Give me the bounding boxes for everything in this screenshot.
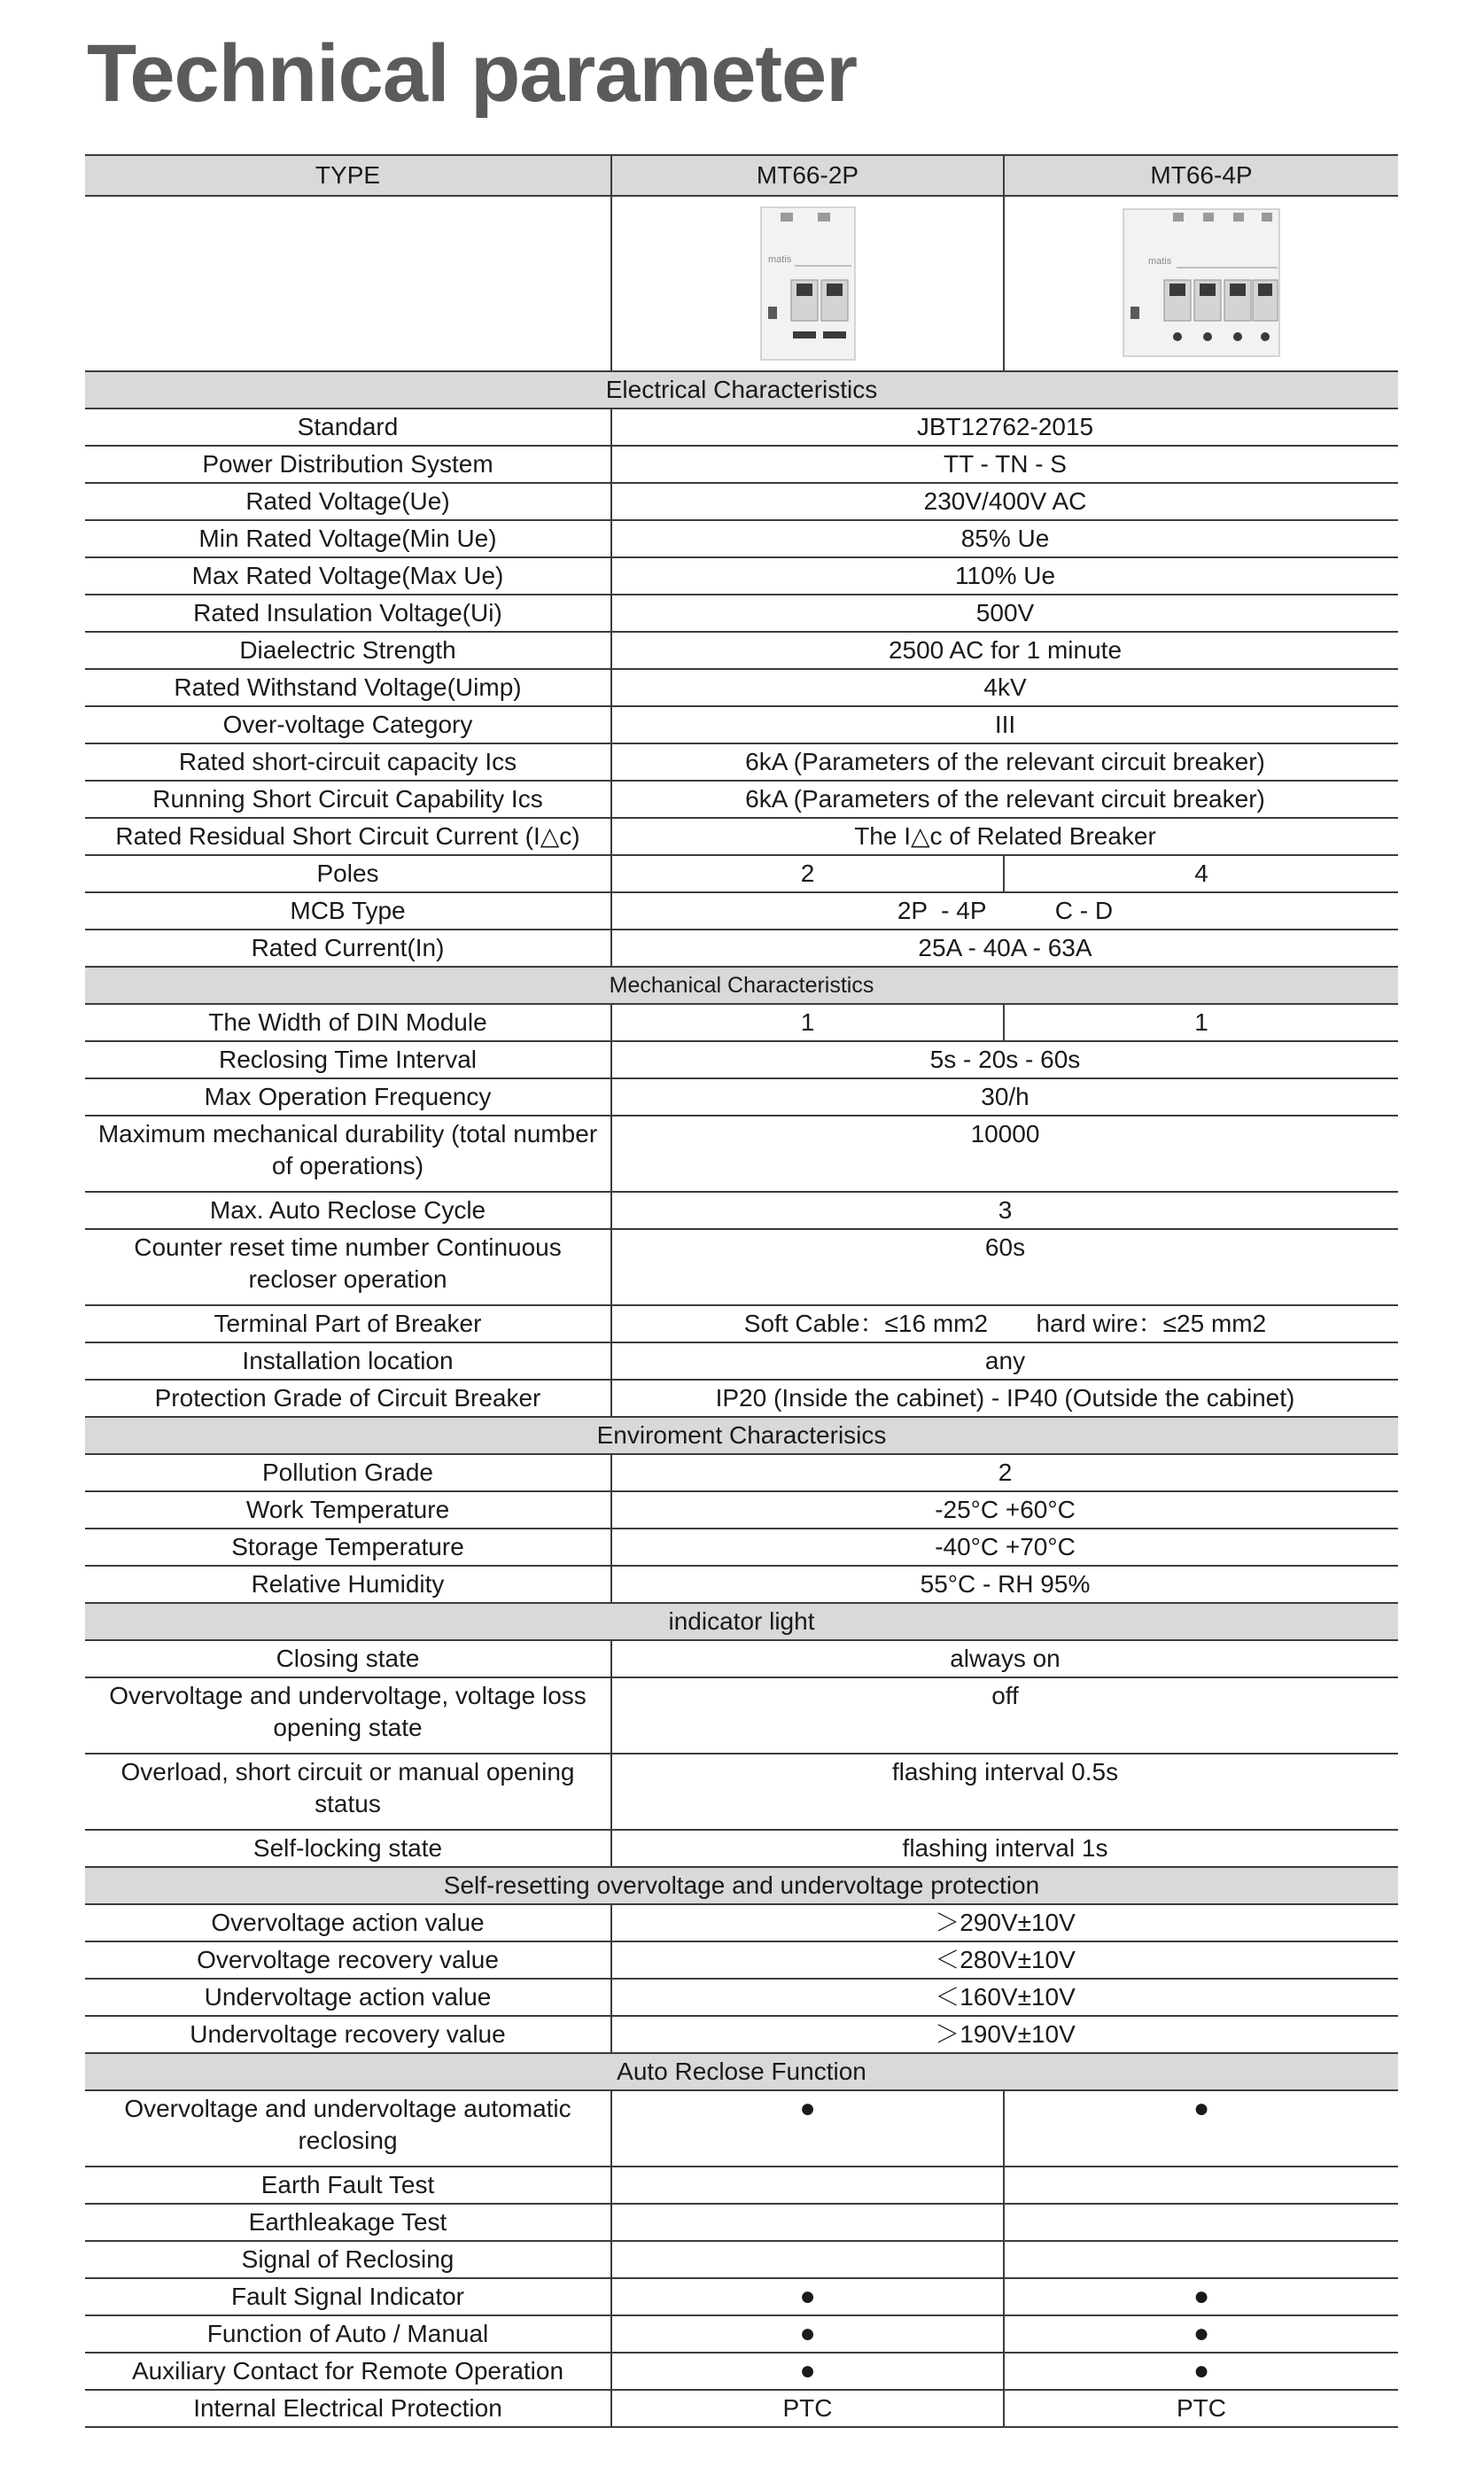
terminal-row: Terminal Part of Breaker Soft Cable：≤16 mm2 hard wire：≤25 mm2: [85, 1305, 1398, 1342]
table-header-row: [85, 155, 1398, 196]
section-mechanical: Mechanical Characteristics: [85, 967, 1398, 1004]
device-2p-cell: [611, 196, 1004, 371]
table-row: Fault Signal Indicator ● ●: [85, 2278, 1398, 2315]
table-row: Max Operation Frequency 30/h: [85, 1078, 1398, 1116]
bullet-icon: ●: [1004, 2315, 1398, 2353]
product-image-row: [85, 196, 1398, 371]
table-row: Undervoltage recovery value ＞190V±10V: [85, 2016, 1398, 2053]
table-row: Function of Auto / Manual ● ●: [85, 2315, 1398, 2353]
breaker-2p-image: [759, 204, 857, 363]
table-row: Reclosing Time Interval 5s - 20s - 60s: [85, 1041, 1398, 1078]
section-indicator: indicator light: [85, 1603, 1398, 1640]
bullet-icon: ●: [1004, 2353, 1398, 2390]
table-row: Diaelectric Strength 2500 AC for 1 minute: [85, 632, 1398, 669]
device-4p-brand: matis: [1148, 256, 1172, 267]
table-row: Rated short-circuit capacity Ics 6kA (Parameters of the relevant circuit breaker): [85, 743, 1398, 781]
table-row: Earthleakage Test: [85, 2204, 1398, 2241]
poles-row: Poles 2 4: [85, 855, 1398, 892]
overload-state-row: Overload, short circuit or manual opening status flashing interval 0.5s: [85, 1754, 1398, 1830]
table-row: Standard JBT12762-2015: [85, 408, 1398, 446]
table-row: Overvoltage recovery value ＜280V±10V: [85, 1941, 1398, 1979]
bullet-icon: ●: [1004, 2090, 1398, 2167]
table-row: Overvoltage action value ＞290V±10V: [85, 1904, 1398, 1941]
section-environment: Enviroment Characterisics: [85, 1417, 1398, 1454]
table-row: Rated Residual Short Circuit Current (I△c) The I△c of Related Breaker: [85, 818, 1398, 855]
breaker-4p-image: [1122, 204, 1281, 363]
table-row: Over-voltage Category III: [85, 706, 1398, 743]
auto-reclose-cycle-row: Max. Auto Reclose Cycle 3: [85, 1192, 1398, 1229]
table-row: Power Distribution System TT - TN - S: [85, 446, 1398, 483]
device-4p-cell: [1004, 196, 1398, 371]
protection-grade-row: Protection Grade of Circuit Breaker IP20 (Inside the cabinet) - IP40 (Outside the cabinet): [85, 1380, 1398, 1417]
spec-table: [85, 154, 1398, 2428]
table-row: Rated Insulation Voltage(Ui) 500V: [85, 595, 1398, 632]
bullet-icon: ●: [611, 2278, 1004, 2315]
table-row: Undervoltage action value ＜160V±10V: [85, 1979, 1398, 2016]
bullet-icon: ●: [611, 2315, 1004, 2353]
table-row: Work Temperature -25°C +60°C: [85, 1491, 1398, 1529]
device-2p-brand: matis: [767, 254, 791, 265]
self-locking-row: Self-locking state flashing interval 1s: [85, 1830, 1398, 1867]
bullet-icon: ●: [611, 2353, 1004, 2390]
overvoltage-state-row: Overvoltage and undervoltage, voltage loss opening state off: [85, 1677, 1398, 1754]
table-row: Rated Withstand Voltage(Uimp) 4kV: [85, 669, 1398, 706]
table-row: Internal Electrical Protection PTC PTC: [85, 2390, 1398, 2427]
table-row: Auxiliary Contact for Remote Operation ● ●: [85, 2353, 1398, 2390]
table-row: Signal of Reclosing: [85, 2241, 1398, 2278]
model-4p-header: MT66-4P: [1004, 155, 1398, 196]
table-row: Storage Temperature -40°C +70°C: [85, 1529, 1398, 1566]
closing-state-row: Closing state always on: [85, 1640, 1398, 1677]
installation-row: Installation location any: [85, 1342, 1398, 1380]
bullet-icon: ●: [611, 2090, 1004, 2167]
table-row: Relative Humidity 55°C - RH 95%: [85, 1566, 1398, 1603]
section-electrical: Electrical Characteristics: [85, 371, 1398, 408]
type-header: TYPE: [85, 155, 611, 196]
durability-row: Maximum mechanical durability (total number of operations) 10000: [85, 1116, 1398, 1192]
table-row: Min Rated Voltage(Min Ue) 85% Ue: [85, 520, 1398, 557]
table-row: Max Rated Voltage(Max Ue) 110% Ue: [85, 557, 1398, 595]
din-row: The Width of DIN Module 1 1: [85, 1004, 1398, 1041]
rated-current-row: Rated Current(In) 25A - 40A - 63A: [85, 930, 1398, 967]
table-row: Earth Fault Test: [85, 2167, 1398, 2204]
section-protection: Self-resetting overvoltage and undervoltage protection: [85, 1867, 1398, 1904]
table-row: Running Short Circuit Capability Ics 6kA (Parameters of the relevant circuit breaker): [85, 781, 1398, 818]
table-row: Pollution Grade 2: [85, 1454, 1398, 1491]
section-auto-reclose: Auto Reclose Function: [85, 2053, 1398, 2090]
page-title: Technical parameter: [87, 28, 858, 119]
counter-reset-row: Counter reset time number Continuous recloser operation 60s: [85, 1229, 1398, 1305]
ov-uv-reclosing-row: Overvoltage and undervoltage automatic reclosing ● ●: [85, 2090, 1398, 2167]
mcb-type-row: MCB Type 2P - 4P C - D: [85, 892, 1398, 930]
model-2p-header: MT66-2P: [611, 155, 1004, 196]
bullet-icon: ●: [1004, 2278, 1398, 2315]
table-row: Rated Voltage(Ue) 230V/400V AC: [85, 483, 1398, 520]
